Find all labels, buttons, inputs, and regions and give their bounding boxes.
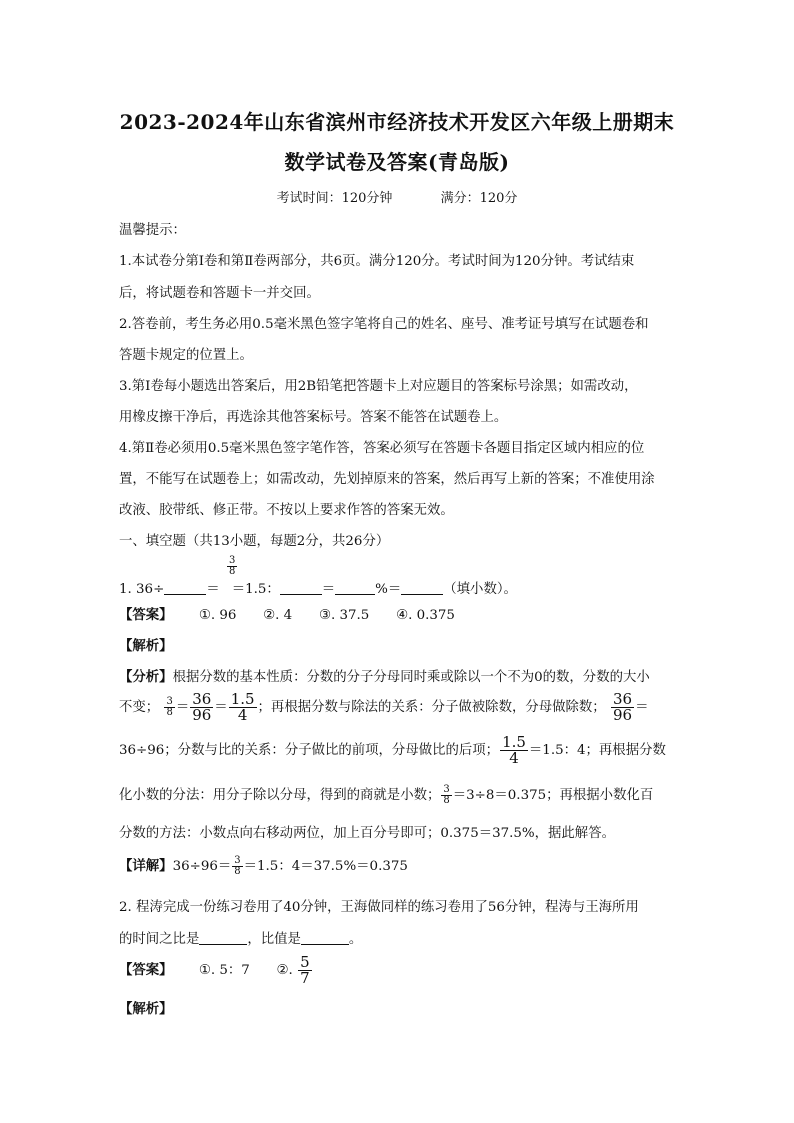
tip-line-8: 置，不能写在试题卷上；如需改动，先划掉原来的答案，然后再写上新的答案；不准使用涂 [119, 472, 655, 487]
frac-3-8: $\frac{3}{8}$ [166, 696, 173, 718]
tip-line-6: 用橡皮擦干净后，再选涂其他答案标号。答案不能答在试题卷上。 [119, 410, 508, 425]
doc-title-line1: 2023-2024年山东省滨州市经济技术开发区六年级上册期末 [119, 110, 675, 134]
q1-analysis-label: 【解析】 [119, 638, 173, 654]
q1-blank-3[interactable] [335, 581, 375, 595]
q1-fx-line4: 化小数的分法：用分子除以分母，得到的商就是小数； $\frac{3}{8}$ ＝3÷8＝0.375；再根据小数化百 [119, 784, 654, 806]
q1-fx-line3: 36÷96；分数与比的关系：分子做比的前项，分母做比的后项； $\frac{1.5}{4}$ ＝1.5：4；再根据分数 [119, 733, 666, 767]
frac-36-96-b: $\frac{36}{96}$ [612, 690, 633, 724]
q2-blank-2[interactable] [301, 931, 349, 945]
exam-meta [0, 187, 794, 206]
q1-detail: 【详解】36÷96＝ $\frac{3}{8}$ ＝1.5：4＝37.5%＝0.375 [119, 855, 408, 877]
q2-line2: 的时间之比是 ，比值是 。 [119, 932, 363, 947]
frac-15-4: $\frac{1.5}{4}$ [230, 690, 255, 724]
section-heading: 一、填空题（共13小题，每题2分，共26分） [119, 534, 390, 549]
q1-fraction-3-8: 3 8 [229, 555, 236, 577]
exam-time: 考试时间：120分钟 [276, 191, 393, 206]
tip-line-7: 4.第Ⅱ卷必须用0.5毫米黑色签字笔作答，答案必须写在答题卡各题目指定区域内相应的位 [119, 441, 645, 456]
q2-answer: 【答案】 ①. 5：7 ②. $\frac{5}{7}$ [119, 953, 310, 987]
frac-15-4-b: $\frac{1.5}{4}$ [502, 733, 526, 767]
tip-line-4: 答题卡规定的位置上。 [119, 348, 253, 363]
doc-title-line2: 数学试卷及答案(青岛版) [284, 150, 510, 174]
q1-answer: 【答案】 ①. 96 ②. 4 ③. 37.5 ④. 0.375 [119, 607, 455, 623]
q2-blank-1[interactable] [199, 931, 247, 945]
frac-3-8-b: $\frac{3}{8}$ [443, 784, 450, 806]
q2-line1: 2. 程涛完成一份练习卷用了40分钟，王海做同样的练习卷用了56分钟，程涛与王海所用 [119, 900, 639, 915]
frac-5-7: $\frac{5}{7}$ [300, 953, 310, 987]
q1-blank-1[interactable] [164, 581, 206, 595]
frac-3-8-c: $\frac{3}{8}$ [234, 855, 241, 877]
q1-fx-line2: 不变； $\frac{3}{8}$ ＝ $\frac{36}{96}$ ＝ $\frac{1.5}{4}$ ；再根据分数与除法的关系：分子做被除数，分母做除数； $\frac{36}{96}$ ＝ [119, 690, 649, 724]
frac-36-96: $\frac{36}{96}$ [192, 690, 212, 724]
tip-line-9: 改液、胶带纸、修正带。不按以上要求作答的答案无效。 [119, 503, 454, 518]
tip-line-5: 3.第Ⅰ卷每小题选出答案后，用2B铅笔把答题卡上对应题目的答案标号涂黑；如需改动， [119, 379, 638, 394]
q1-fx-line1: 【分析】根据分数的基本性质：分数的分子分母同时乘或除以一个不为0的数，分数的大小 [119, 669, 650, 685]
tip-line-1: 1.本试卷分第Ⅰ卷和第Ⅱ卷两部分，共6页。满分120分。考试时间为120分钟。考试结束 [119, 254, 635, 269]
q1-blank-4[interactable] [401, 581, 443, 595]
tip-line-3: 2.答卷前，考生务必用0.5毫米黑色签字笔将自己的姓名、座号、准考证号填写在试题卷和 [119, 317, 649, 332]
q1-question: 1. 36÷ ＝ ＝1.5： ＝ %＝ （填小数）。 [119, 582, 517, 597]
tip-line-2: 后，将试题卷和答题卡一并交回。 [119, 286, 320, 301]
exam-score: 满分：120分 [440, 191, 518, 206]
q2-analysis-label: 【解析】 [119, 1001, 173, 1017]
q1-blank-2[interactable] [280, 581, 322, 595]
q1-fx-line5: 分数的方法：小数点向右移动两位，加上百分号即可；0.375＝37.5%，据此解答。 [119, 826, 615, 841]
tips-heading: 温馨提示： [119, 223, 186, 238]
